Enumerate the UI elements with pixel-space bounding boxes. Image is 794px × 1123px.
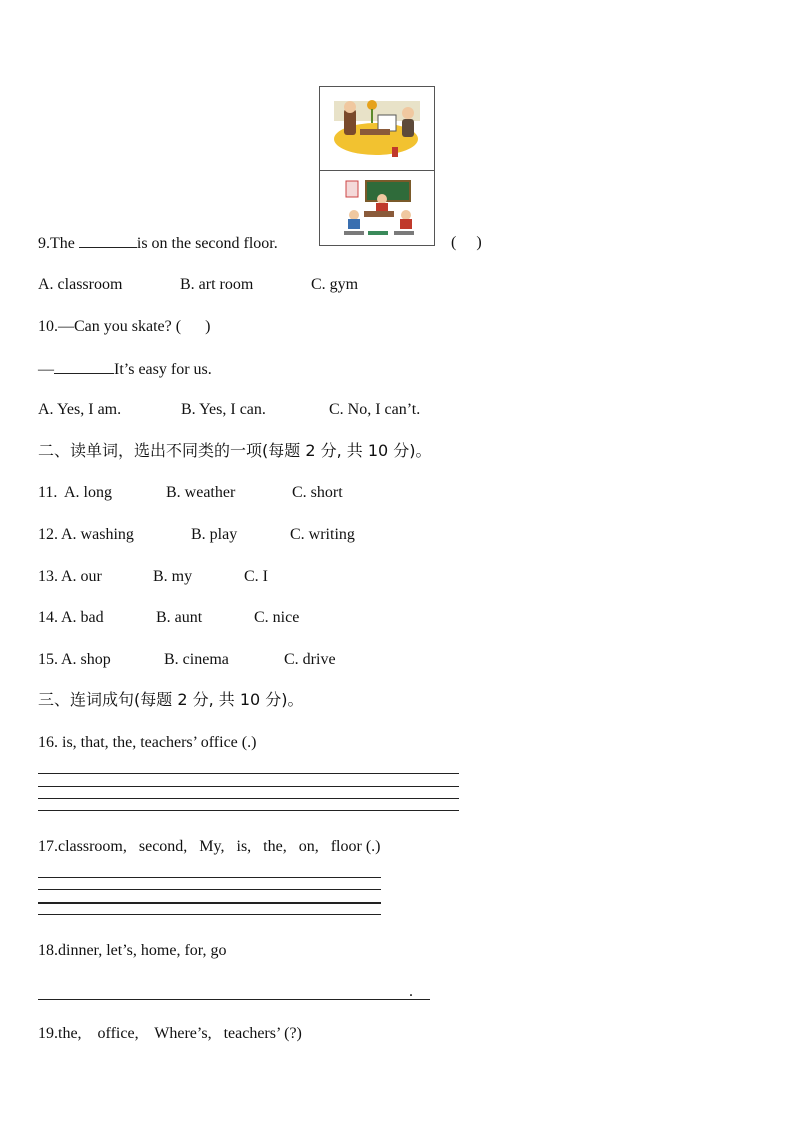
option-b[interactable]: B. cinema xyxy=(164,651,229,668)
option-a[interactable]: A. Yes, I am. xyxy=(38,401,122,418)
option-c[interactable]: C. writing xyxy=(290,526,355,543)
option-b[interactable]: B. art room xyxy=(180,276,254,293)
question-16: 16. is, that, the, teachers’ office (.) xyxy=(38,734,257,751)
question-12 xyxy=(38,525,355,545)
answer-line[interactable] xyxy=(38,999,430,1000)
writing-line[interactable] xyxy=(38,914,381,915)
writing-line[interactable] xyxy=(38,877,381,878)
option-b[interactable]: B. weather xyxy=(166,484,236,501)
question-18: 18.dinner, let’s, home, for, go xyxy=(38,942,227,959)
question-14 xyxy=(38,608,299,628)
option-a[interactable]: A. bad xyxy=(61,609,104,626)
writing-line[interactable] xyxy=(38,786,459,787)
option-c[interactable]: C. gym xyxy=(311,276,359,293)
option-a[interactable]: A. washing xyxy=(61,526,134,543)
option-b[interactable]: B. my xyxy=(153,568,193,585)
question-9-picture xyxy=(319,86,435,246)
option-b[interactable]: B. aunt xyxy=(156,609,203,626)
question-10-stem: 10.—Can you skate? ( ) xyxy=(38,318,211,335)
option-c[interactable]: C. short xyxy=(292,484,343,501)
answer-blank[interactable] xyxy=(54,359,114,374)
sentence-period: . xyxy=(409,983,413,1000)
option-a[interactable]: A. long xyxy=(64,484,112,501)
question-10-answer-line xyxy=(38,359,212,380)
question-number: 11. xyxy=(38,484,62,501)
classroom-illustration xyxy=(320,171,434,245)
option-c[interactable]: C. drive xyxy=(284,651,336,668)
question-9-options xyxy=(38,275,358,295)
section-2-heading: 二、读单词，选出不同类的一项(每题 2 分, 共 10 分)。 xyxy=(38,441,432,460)
question-19: 19.the, office, Where’s, teachers’ (?) xyxy=(38,1025,302,1042)
option-b[interactable]: B. play xyxy=(191,526,238,543)
option-a[interactable]: A. our xyxy=(61,568,102,585)
option-a[interactable]: A. classroom xyxy=(38,276,123,293)
writing-line[interactable] xyxy=(38,798,459,799)
question-13 xyxy=(38,567,268,587)
option-c[interactable]: C. nice xyxy=(254,609,300,626)
answer-blank[interactable] xyxy=(79,233,137,248)
q9-stem-end: is on the second floor. xyxy=(136,235,278,252)
section-3-heading: 三、连词成句(每题 2 分, 共 10 分)。 xyxy=(38,690,304,709)
writing-line[interactable] xyxy=(38,773,459,774)
writing-line[interactable] xyxy=(38,902,381,904)
art-room-illustration xyxy=(320,87,434,169)
writing-line[interactable] xyxy=(38,889,381,890)
q10-answer-text: It’s easy for us. xyxy=(114,361,212,378)
question-number: 13. xyxy=(38,568,58,585)
question-17: 17.classroom, second, My, is, the, on, floor (.) xyxy=(38,838,381,855)
writing-line[interactable] xyxy=(38,810,459,811)
option-a[interactable]: A. shop xyxy=(61,651,111,668)
q9-stem-start: 9.The xyxy=(38,235,79,252)
option-b[interactable]: B. Yes, I can. xyxy=(181,401,266,418)
question-9-stem xyxy=(38,233,278,254)
question-11 xyxy=(38,483,343,503)
dash: — xyxy=(38,361,54,378)
question-number: 12. xyxy=(38,526,58,543)
question-15 xyxy=(38,650,336,670)
question-number: 15. xyxy=(38,651,58,668)
option-c[interactable]: C. No, I can’t. xyxy=(329,401,421,418)
question-number: 14. xyxy=(38,609,58,626)
question-10-options xyxy=(38,400,420,420)
answer-parentheses[interactable]: ( ) xyxy=(451,234,482,251)
option-c[interactable]: C. I xyxy=(244,568,268,585)
